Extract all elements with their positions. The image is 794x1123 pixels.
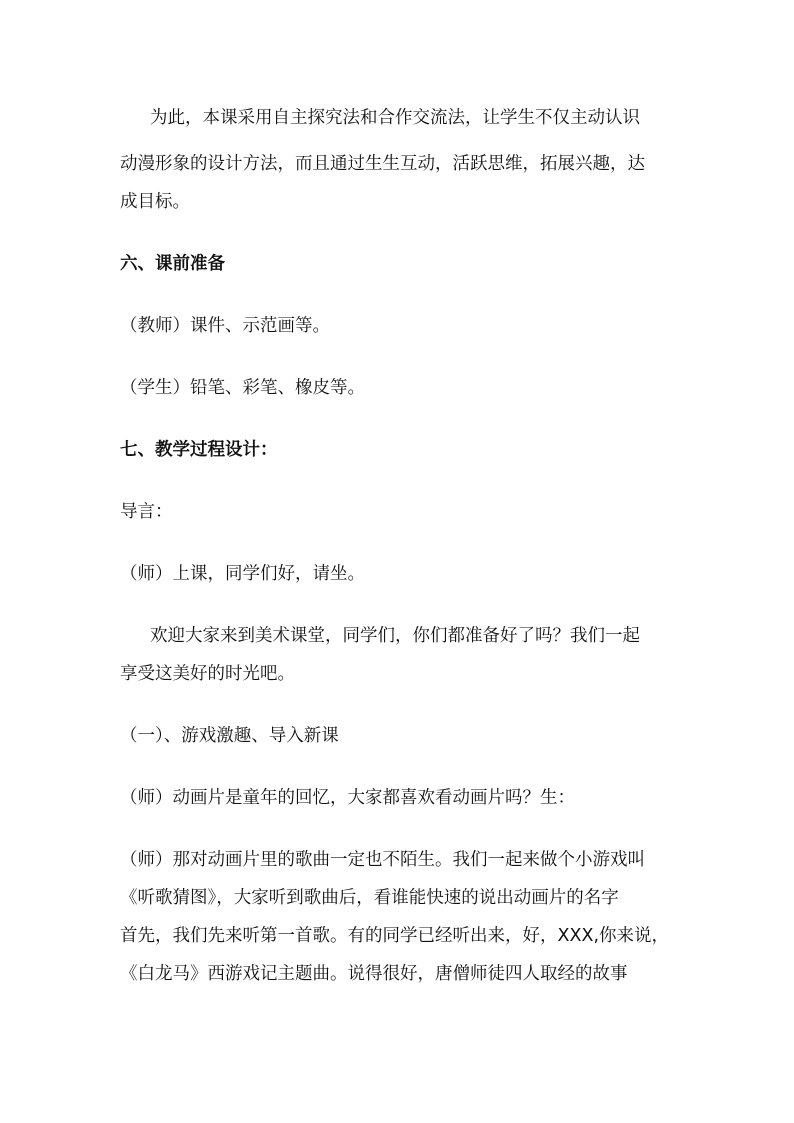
section-heading-prep: 六、课前准备: [120, 254, 225, 274]
paragraph-1-line-1: 为此，本课采用自主探究法和合作交流法，让学生不仅主动认识: [150, 108, 640, 128]
student-materials: （学生）铅笔、彩笔、橡皮等。: [120, 378, 365, 398]
game-paragraph-line-1: （师）那对动画片里的歌曲一定也不陌生。我们一起来做个小游戏叫: [120, 850, 645, 870]
welcome-line-1: 欢迎大家来到美术课堂，同学们，你们都准备好了吗？我们一起: [150, 626, 640, 646]
game-paragraph-line-4: 《白龙马》西游戏记主题曲。说得很好，唐僧师徒四人取经的故事: [120, 964, 628, 984]
intro-label: 导言：: [120, 502, 173, 522]
paragraph-1-line-3: 成目标。: [120, 192, 190, 212]
section-heading-process: 七、教学过程设计：: [120, 440, 278, 460]
teacher-greeting: （师）上课，同学们好，请坐。: [120, 564, 365, 584]
subsection-game-intro: （一）、游戏激趣、导入新课: [120, 726, 339, 746]
game-paragraph-line-3: 首先，我们先来听第一首歌。有的同学已经听出来，好，XXX,你来说，: [120, 926, 670, 946]
teacher-materials: （教师）课件、示范画等。: [120, 316, 330, 336]
teacher-question: （师）动画片是童年的回忆，大家都喜欢看动画片吗？生：: [120, 788, 575, 808]
paragraph-1-line-2: 动漫形象的设计方法，而且通过生生互动，活跃思维，拓展兴趣，达: [120, 154, 645, 174]
game-paragraph-line-2: 《听歌猜图》，大家听到歌曲后，看谁能快速的说出动画片的名字: [120, 888, 619, 908]
welcome-line-2: 享受这美好的时光吧。: [120, 664, 295, 684]
